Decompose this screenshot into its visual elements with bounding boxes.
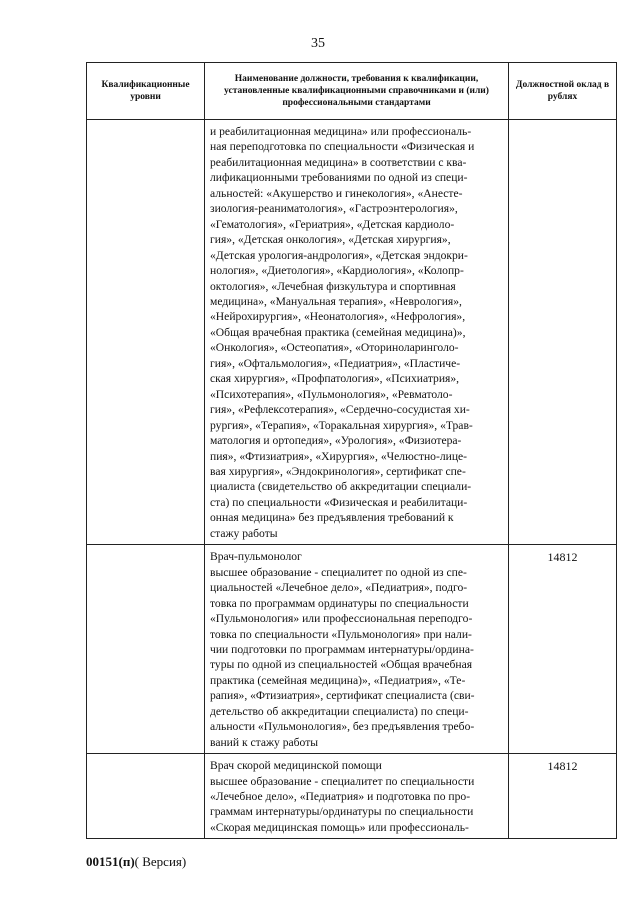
requirement-text-line: рургия», «Терапия», «Торакальная хирургия», «Трав- — [210, 418, 473, 432]
requirement-text-line: гия», «Офтальмология», «Педиатрия», «Пластиче- — [210, 356, 461, 370]
table-row — [87, 120, 617, 545]
position-requirements-cell — [205, 754, 509, 839]
requirement-text-line: товка по специальности «Пульмонология» при нали- — [210, 627, 472, 641]
requirement-text-line: альности «Пульмонология», без предъявления требо- — [210, 720, 475, 734]
requirement-text-line: ная переподготовка по специальности «Физическая и — [210, 140, 475, 154]
footer-code: 00151(п) — [86, 854, 135, 869]
requirement-text-line: зиология-реаниматология», «Гастроэнтерология», — [210, 202, 458, 216]
requirement-text-line: Врач скорой медицинской помощи — [210, 759, 382, 773]
requirement-text-line: матология и ортопедия», «Урология», «Физиотера- — [210, 434, 462, 448]
header-salary: Должностной оклад в рублях — [509, 63, 617, 120]
requirement-text-line: «Детская урология-андрология», «Детская эндокри- — [210, 248, 468, 262]
requirement-text-line: гия», «Рефлексотерапия», «Сердечно-сосудистая хи- — [210, 403, 470, 417]
qualification-level-cell — [87, 120, 205, 545]
table-row — [87, 754, 617, 839]
header-qualification-levels: Квалификационные уровни — [87, 63, 205, 120]
position-requirements-cell — [205, 545, 509, 754]
salary-cell: 14812 — [509, 545, 617, 754]
qualification-level-cell — [87, 754, 205, 839]
requirement-text-line: и реабилитационная медицина» или профессиональ- — [210, 125, 472, 138]
requirement-text-line: ваний к стажу работы — [210, 735, 319, 749]
requirement-text-line: «Психотерапия», «Пульмонология», «Ревматоло- — [210, 387, 453, 401]
table-row — [87, 545, 617, 754]
requirement-text-line: Врач-пульмонолог — [210, 550, 302, 564]
document-footer — [86, 854, 186, 870]
requirement-text-line: циальностей «Лечебное дело», «Педиатрия», подго- — [210, 581, 468, 595]
footer-label: ( Версия) — [134, 854, 187, 869]
header-position-requirements: Наименование должности, требования к квалификации, установленные квалификационными справочниками и (или) профессиональными стандартами — [205, 63, 509, 120]
requirement-text-line: ская хирургия», «Профпатология», «Психиатрия», — [210, 372, 460, 386]
requirement-text-line: товка по программам ординатуры по специальности — [210, 596, 469, 610]
requirement-text-line: рапия», «Фтизиатрия», сертификат специалиста (сви- — [210, 689, 475, 703]
requirement-text-line: циалиста (свидетельство об аккредитации специали- — [210, 480, 472, 494]
requirement-text-line: высшее образование - специалитет по специальности — [210, 774, 475, 788]
requirement-text-line: граммам интернатуры/ординатуры по специальности — [210, 805, 474, 819]
salary-cell — [509, 120, 617, 545]
requirement-text-line: альностей: «Акушерство и гинекология», «Анесте- — [210, 186, 463, 200]
requirement-text-line: чии подготовки по программам интернатуры/ордина- — [210, 642, 474, 656]
requirement-text-line: лификационными требованиями по одной из специ- — [210, 171, 468, 185]
requirement-text-line: гия», «Детская онкология», «Детская хирургия», — [210, 233, 451, 247]
requirement-text-line: практика (семейная медицина)», «Педиатрия», «Те- — [210, 673, 466, 687]
qualification-level-cell — [87, 545, 205, 754]
table-header-row — [87, 63, 617, 120]
requirement-text-line: пия», «Фтизиатрия», «Хирургия», «Челюстно-лице- — [210, 449, 468, 463]
requirement-text-line: «Скорая медицинская помощь» или профессиональ- — [210, 820, 469, 834]
page-number: 35 — [311, 36, 325, 51]
requirement-text-line: высшее образование - специалитет по одной из спе- — [210, 565, 467, 579]
requirement-text-line: вая хирургия», «Эндокринология», сертификат спе- — [210, 464, 466, 478]
requirement-text-line: «Пульмонология» или профессиональная переподго- — [210, 612, 473, 626]
requirement-text-line: «Гематология», «Гериатрия», «Детская кардиоло- — [210, 217, 455, 231]
requirement-text-line: туры по одной из специальностей «Общая врачебная — [210, 658, 473, 672]
requirement-text-line: ста) по специальности «Физическая и реабилитаци- — [210, 495, 468, 509]
requirement-text-line: реабилитационная медицина» в соответствии с ква- — [210, 155, 467, 169]
requirement-text-line: стажу работы — [210, 526, 278, 540]
requirement-text-line: «Общая врачебная практика (семейная медицина)», — [210, 325, 466, 339]
qualification-table — [86, 62, 617, 839]
requirement-text-line: «Онкология», «Остеопатия», «Оториноларинголо- — [210, 341, 459, 355]
position-requirements-cell — [205, 120, 509, 545]
salary-cell: 14812 — [509, 754, 617, 839]
requirement-text-line: нология», «Диетология», «Кардиология», «Колопр- — [210, 264, 464, 278]
requirement-text-line: детельство об аккредитации специалиста) по специ- — [210, 704, 469, 718]
requirement-text-line: медицина», «Мануальная терапия», «Неврология», — [210, 294, 462, 308]
requirement-text-line: «Лечебное дело», «Педиатрия» и подготовка по про- — [210, 790, 471, 804]
requirement-text-line: онная медицина» без предъявления требований к — [210, 511, 454, 525]
requirement-text-line: октология», «Лечебная физкультура и спортивная — [210, 279, 456, 293]
requirement-text-line: «Нейрохирургия», «Неонатология», «Нефрология», — [210, 310, 466, 324]
